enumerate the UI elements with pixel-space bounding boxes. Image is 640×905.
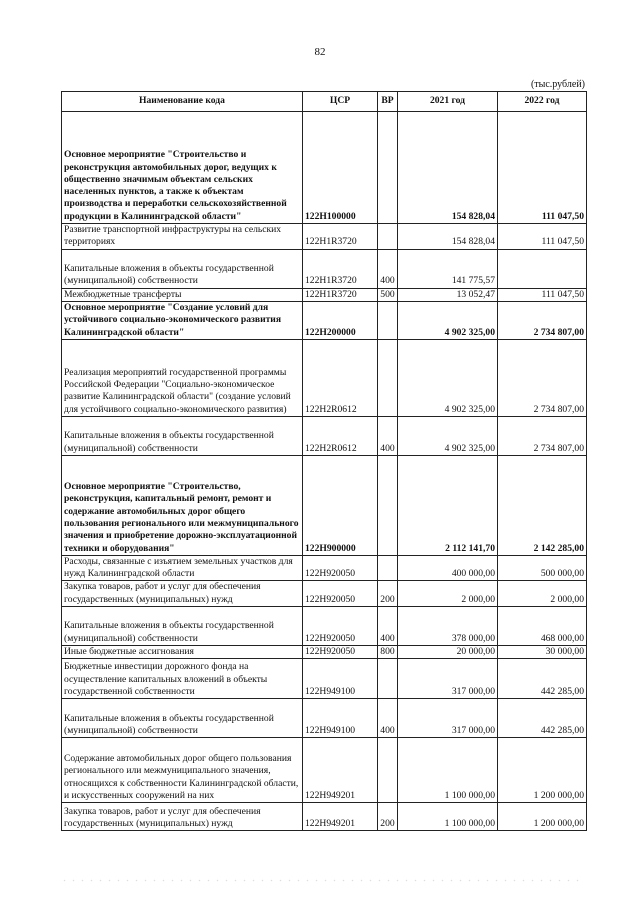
- row-name: Основное мероприятие "Строительство, реконструкция, капитальный ремонт, ремонт и содержание автомобильных дорог общего пользования регионального или межмуниципального значения и приобретение дорожно-эксплуатационной техники и оборудования": [62, 455, 303, 555]
- header-name: Наименование кода: [62, 92, 303, 112]
- row-code: 122H920050: [303, 646, 378, 659]
- table-row: [62, 646, 587, 659]
- row-vr: 200: [378, 803, 398, 831]
- row-amount-2022: 2 734 807,00: [498, 301, 587, 339]
- table-row: [62, 301, 587, 339]
- scan-noise: [60, 878, 580, 884]
- row-amount-2021: 154 828,04: [398, 112, 498, 224]
- row-code: 122H949100: [303, 699, 378, 738]
- table-header-row: [62, 92, 587, 112]
- row-amount-2021: 20 000,00: [398, 646, 498, 659]
- row-vr: 400: [378, 607, 398, 646]
- row-amount-2021: 13 052,47: [398, 288, 498, 301]
- row-amount-2021: 400 000,00: [398, 555, 498, 581]
- table-row: [62, 249, 587, 288]
- row-name: Капитальные вложения в объекты государственной (муниципальной) собственности: [62, 607, 303, 646]
- row-amount-2022: 30 000,00: [498, 646, 587, 659]
- row-code: 122H1R3720: [303, 224, 378, 250]
- row-amount-2022: 442 285,00: [498, 659, 587, 699]
- row-amount-2022: 2 734 807,00: [498, 339, 587, 416]
- row-code: 122H900000: [303, 455, 378, 555]
- header-csr: ЦСР: [303, 92, 378, 112]
- row-amount-2022: 442 285,00: [498, 699, 587, 738]
- row-amount-2022: 111 047,50: [498, 224, 587, 250]
- row-amount-2021: 317 000,00: [398, 699, 498, 738]
- row-vr: [378, 112, 398, 224]
- table-row: [62, 607, 587, 646]
- table-row: [62, 659, 587, 699]
- row-code: 122H920050: [303, 555, 378, 581]
- row-vr: [378, 455, 398, 555]
- page-number: 82: [314, 46, 326, 58]
- row-vr: [378, 555, 398, 581]
- row-amount-2021: 1 100 000,00: [398, 803, 498, 831]
- row-code: 122H1R3720: [303, 249, 378, 288]
- header-2022: 2022 год: [498, 92, 587, 112]
- row-name: Основное мероприятие "Создание условий для устойчивого социально-экономического развития Калининградской области": [62, 301, 303, 339]
- row-amount-2022: [498, 249, 587, 288]
- table-row: [62, 738, 587, 803]
- row-amount-2021: 4 902 325,00: [398, 301, 498, 339]
- row-code: 122H949201: [303, 738, 378, 803]
- table-row: [62, 555, 587, 581]
- row-code: 122H2R0612: [303, 339, 378, 416]
- row-vr: [378, 738, 398, 803]
- row-name: Содержание автомобильных дорог общего пользования регионального или межмуниципального значения, относящихся к собственности Калининградской области, и искусственных сооружений на них: [62, 738, 303, 803]
- row-amount-2022: 2 000,00: [498, 581, 587, 607]
- row-amount-2021: 4 902 325,00: [398, 416, 498, 455]
- row-vr: [378, 659, 398, 699]
- row-amount-2022: 2 142 285,00: [498, 455, 587, 555]
- row-vr: 400: [378, 699, 398, 738]
- row-name: Капитальные вложения в объекты государственной (муниципальной) собственности: [62, 699, 303, 738]
- row-amount-2021: 4 902 325,00: [398, 339, 498, 416]
- row-code: 122H2R0612: [303, 416, 378, 455]
- row-vr: 400: [378, 249, 398, 288]
- row-name: Основное мероприятие "Строительство и реконструкция автомобильных дорог, ведущих к общественно значимым объектам сельских населенных пунктов, а также к объектам производства и переработки сельскохозяйственной продукции в Калининградской области": [62, 112, 303, 224]
- row-amount-2021: 141 775,57: [398, 249, 498, 288]
- row-amount-2022: 500 000,00: [498, 555, 587, 581]
- table-row: [62, 112, 587, 224]
- row-vr: 200: [378, 581, 398, 607]
- row-name: Бюджетные инвестиции дорожного фонда на осуществление капитальных вложений в объекты государственной собственности: [62, 659, 303, 699]
- row-name: Капитальные вложения в объекты государственной (муниципальной) собственности: [62, 416, 303, 455]
- row-code: 122H200000: [303, 301, 378, 339]
- row-code: 122H949201: [303, 803, 378, 831]
- table-row: [62, 803, 587, 831]
- table-body: [62, 112, 587, 831]
- row-amount-2022: 1 200 000,00: [498, 738, 587, 803]
- row-amount-2021: 154 828,04: [398, 224, 498, 250]
- row-name: Расходы, связанные с изъятием земельных участков для нужд Калининградской области: [62, 555, 303, 581]
- row-name: Межбюджетные трансферты: [62, 288, 303, 301]
- row-vr: 500: [378, 288, 398, 301]
- table-row: [62, 581, 587, 607]
- row-amount-2021: 1 100 000,00: [398, 738, 498, 803]
- row-vr: 800: [378, 646, 398, 659]
- table-row: [62, 455, 587, 555]
- table-row: [62, 288, 587, 301]
- row-code: 122H920050: [303, 581, 378, 607]
- row-amount-2022: 468 000,00: [498, 607, 587, 646]
- row-amount-2021: 2 000,00: [398, 581, 498, 607]
- table-row: [62, 224, 587, 250]
- row-amount-2022: 111 047,50: [498, 112, 587, 224]
- units-label: (тыс.рублей): [530, 79, 585, 90]
- row-name: Реализация мероприятий государственной программы Российской Федерации "Социально-экономическое развитие Калининградской области" (создание условий для устойчивого социально-экономического развития): [62, 339, 303, 416]
- row-vr: 400: [378, 416, 398, 455]
- row-vr: [378, 301, 398, 339]
- row-vr: [378, 224, 398, 250]
- row-amount-2021: 2 112 141,70: [398, 455, 498, 555]
- row-name: Закупка товаров, работ и услуг для обеспечения государственных (муниципальных) нужд: [62, 803, 303, 831]
- row-amount-2022: 2 734 807,00: [498, 416, 587, 455]
- table-row: [62, 699, 587, 738]
- header-vr: ВР: [378, 92, 398, 112]
- row-name: Иные бюджетные ассигнования: [62, 646, 303, 659]
- row-code: 122H100000: [303, 112, 378, 224]
- row-vr: [378, 339, 398, 416]
- row-code: 122H920050: [303, 607, 378, 646]
- header-2021: 2021 год: [398, 92, 498, 112]
- row-amount-2021: 378 000,00: [398, 607, 498, 646]
- row-code: 122H1R3720: [303, 288, 378, 301]
- row-name: Развитие транспортной инфраструктуры на сельских территориях: [62, 224, 303, 250]
- table-row: [62, 416, 587, 455]
- budget-table: [61, 91, 587, 831]
- table-row: [62, 339, 587, 416]
- row-amount-2022: 1 200 000,00: [498, 803, 587, 831]
- row-amount-2022: 111 047,50: [498, 288, 587, 301]
- row-code: 122H949100: [303, 659, 378, 699]
- row-name: Закупка товаров, работ и услуг для обеспечения государственных (муниципальных) нужд: [62, 581, 303, 607]
- row-amount-2021: 317 000,00: [398, 659, 498, 699]
- row-name: Капитальные вложения в объекты государственной (муниципальной) собственности: [62, 249, 303, 288]
